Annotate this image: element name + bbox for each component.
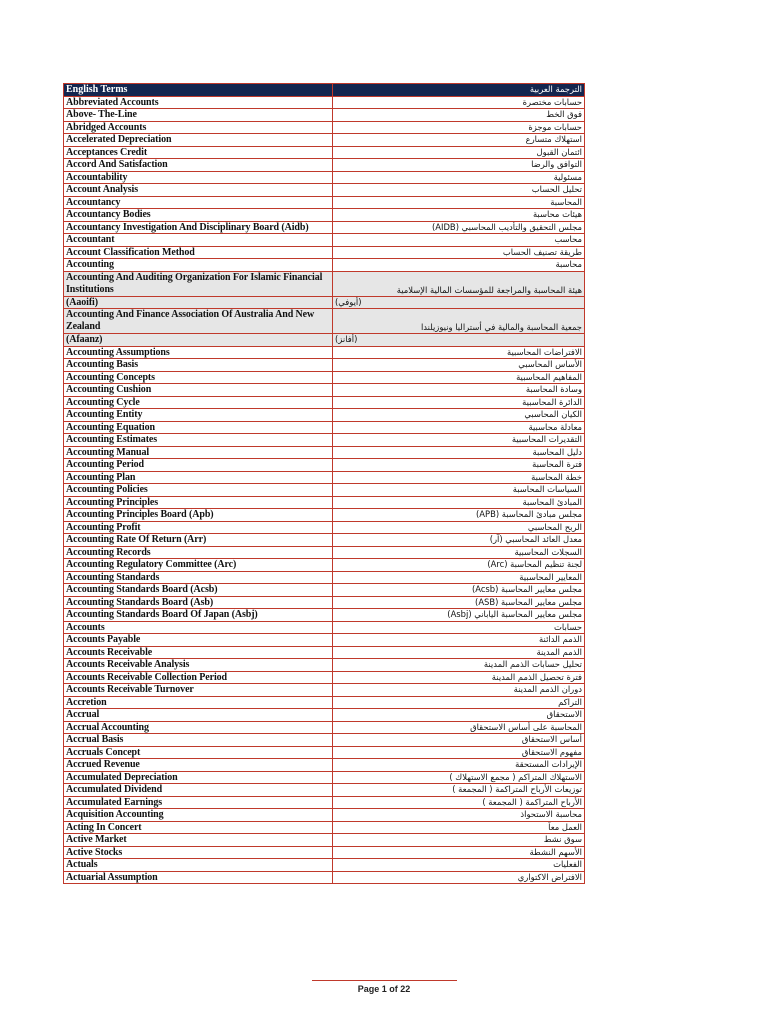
arabic-translation-cell: طريقة تصنيف الحساب — [333, 246, 585, 259]
table-row — [64, 146, 585, 159]
table-row — [64, 796, 585, 809]
arabic-translation-cell: مفهوم الاستحقاق — [333, 746, 585, 759]
arabic-translation-cell: المبادئ المحاسبة — [333, 496, 585, 509]
header-english-terms: English Terms — [64, 84, 333, 97]
english-term-cell: Acquisition Accounting — [64, 809, 333, 822]
table-row — [64, 859, 585, 872]
arabic-translation-cell: التراكم — [333, 696, 585, 709]
table-row — [64, 246, 585, 259]
table-row — [64, 671, 585, 684]
arabic-translation-cell: معدل العائد المحاسبي (آر) — [333, 534, 585, 547]
arabic-translation-cell: الاستحقاق — [333, 709, 585, 722]
table-row — [64, 184, 585, 197]
english-term-cell: Accounting Basis — [64, 359, 333, 372]
arabic-translation-cell: سوق نشط — [333, 834, 585, 847]
english-term-cell: Accountancy Investigation And Disciplinary Board (Aidb) — [64, 221, 333, 234]
arabic-translation-cell: المحاسبة — [333, 196, 585, 209]
table-row — [64, 771, 585, 784]
arabic-translation-cell: الدائرة المحاسبية — [333, 396, 585, 409]
arabic-translation-cell: المعايير المحاسبية — [333, 571, 585, 584]
table-row — [64, 221, 585, 234]
english-term-cell: Accumulated Depreciation — [64, 771, 333, 784]
english-term-cell: Accounting Principles — [64, 496, 333, 509]
english-term-cell: Accounting Standards — [64, 571, 333, 584]
english-term-cell: Accounting Profit — [64, 521, 333, 534]
english-term-cell: Accounting Records — [64, 546, 333, 559]
english-term-cell: Account Classification Method — [64, 246, 333, 259]
english-term-cell: Active Market — [64, 834, 333, 847]
arabic-translation-cell: الفعليات — [333, 859, 585, 872]
table-row — [64, 459, 585, 472]
arabic-translation-cell: الأسهم النشطة — [333, 846, 585, 859]
table-row — [64, 846, 585, 859]
english-term-cell: Account Analysis — [64, 184, 333, 197]
english-term-cell: Accounting Plan — [64, 471, 333, 484]
english-term-cell: Accounting Standards Board (Asb) — [64, 596, 333, 609]
arabic-translation-cell: السجلات المحاسبية — [333, 546, 585, 559]
arabic-translation-cell: الافتراضات المحاسبية — [333, 346, 585, 359]
table-row — [64, 509, 585, 522]
table-row — [64, 559, 585, 572]
arabic-translation-cell: مسئولية — [333, 171, 585, 184]
english-term-cell: Accumulated Earnings — [64, 796, 333, 809]
arabic-translation-cell: أساس الاستحقاق — [333, 734, 585, 747]
arabic-translation-cell: لجنة تنظيم المحاسبة (Arc) — [333, 559, 585, 572]
arabic-translation-cell: مجلس معايير المحاسبة (ASB) — [333, 596, 585, 609]
table-row — [64, 809, 585, 822]
arabic-translation-cell: مجلس التحقيق والتأديب المحاسبي (AIDB) — [333, 221, 585, 234]
english-term-cell: Accounting — [64, 259, 333, 272]
arabic-translation-cell: الافتراض الاكتواري — [333, 871, 585, 884]
arabic-translation-cell: فترة المحاسبة — [333, 459, 585, 472]
arabic-translation-cell: الكيان المحاسبي — [333, 409, 585, 422]
arabic-translation-cell: محاسبة — [333, 259, 585, 272]
table-row — [64, 521, 585, 534]
english-term-cell: Active Stocks — [64, 846, 333, 859]
english-term-cell: Acting In Concert — [64, 821, 333, 834]
english-term-cell: Accounts Receivable Analysis — [64, 659, 333, 672]
table-row — [64, 659, 585, 672]
table-row — [64, 296, 585, 309]
arabic-translation-cell: حسابات — [333, 621, 585, 634]
english-term-cell: Accounting Concepts — [64, 371, 333, 384]
arabic-translation-cell: وسادة المحاسبة — [333, 384, 585, 397]
table-row — [64, 96, 585, 109]
arabic-translation-cell: الذمم الدائنة — [333, 634, 585, 647]
table-row — [64, 546, 585, 559]
arabic-translation-cell: فوق الخط — [333, 109, 585, 122]
table-row — [64, 334, 585, 347]
table-row — [64, 571, 585, 584]
english-term-cell: Abbreviated Accounts — [64, 96, 333, 109]
table-row — [64, 584, 585, 597]
table-row — [64, 446, 585, 459]
english-term-cell: Accrual — [64, 709, 333, 722]
arabic-translation-cell: السياسات المحاسبة — [333, 484, 585, 497]
english-term-cell: Accrued Revenue — [64, 759, 333, 772]
table-row — [64, 384, 585, 397]
english-term-cell: Accounting Assumptions — [64, 346, 333, 359]
table-row — [64, 646, 585, 659]
arabic-translation-cell: التقديرات المحاسبية — [333, 434, 585, 447]
english-term-cell: Accounting And Finance Association Of Australia And New Zealand — [64, 309, 333, 334]
english-term-cell: Accounting And Auditing Organization For Islamic Financial Institutions — [64, 271, 333, 296]
english-term-cell: (Afaanz) — [64, 334, 333, 347]
table-row — [64, 709, 585, 722]
english-term-cell: Accounting Period — [64, 459, 333, 472]
table-row — [64, 259, 585, 272]
table-row — [64, 121, 585, 134]
table-row — [64, 359, 585, 372]
english-term-cell: Accumulated Dividend — [64, 784, 333, 797]
arabic-translation-cell: الربح المحاسبي — [333, 521, 585, 534]
page-number-label: Page 1 of 22 — [357, 984, 411, 994]
arabic-translation-cell: التوافق والرضا — [333, 159, 585, 172]
english-term-cell: Accounting Manual — [64, 446, 333, 459]
arabic-translation-cell: هيئة المحاسبة والمراجعة للمؤسسات المالية الإسلامية — [333, 271, 585, 296]
table-row — [64, 696, 585, 709]
table-row — [64, 109, 585, 122]
table-row — [64, 196, 585, 209]
table-row — [64, 396, 585, 409]
table-row — [64, 134, 585, 147]
arabic-translation-cell: جمعية المحاسبة والمالية في أستراليا ونيوزيلندا — [333, 309, 585, 334]
english-term-cell: Above- The-Line — [64, 109, 333, 122]
table-row — [64, 434, 585, 447]
arabic-translation-cell: توزيعات الأرباح المتراكمة ( المجمعة ) — [333, 784, 585, 797]
english-term-cell: Accounting Cushion — [64, 384, 333, 397]
table-row — [64, 309, 585, 334]
table-row — [64, 209, 585, 222]
arabic-translation-cell: الأساس المحاسبي — [333, 359, 585, 372]
english-term-cell: Actuarial Assumption — [64, 871, 333, 884]
table-row — [64, 471, 585, 484]
arabic-translation-cell: خطة المحاسبة — [333, 471, 585, 484]
table-row — [64, 496, 585, 509]
arabic-translation-cell: المحاسبة على أساس الاستحقاق — [333, 721, 585, 734]
english-term-cell: (Aaoifi) — [64, 296, 333, 309]
english-term-cell: Accounting Policies — [64, 484, 333, 497]
arabic-translation-cell: مجلس مبادئ المحاسبة (APB) — [333, 509, 585, 522]
table-row — [64, 821, 585, 834]
english-term-cell: Accretion — [64, 696, 333, 709]
table-row — [64, 534, 585, 547]
english-term-cell: Accounting Principles Board (Apb) — [64, 509, 333, 522]
english-term-cell: Accounts — [64, 621, 333, 634]
arabic-translation-cell: تحليل الحساب — [333, 184, 585, 197]
english-term-cell: Accounts Receivable Collection Period — [64, 671, 333, 684]
english-term-cell: Acceptances Credit — [64, 146, 333, 159]
table-row — [64, 171, 585, 184]
english-term-cell: Accord And Satisfaction — [64, 159, 333, 172]
arabic-translation-cell: حسابات موجزة — [333, 121, 585, 134]
english-term-cell: Accrual Accounting — [64, 721, 333, 734]
glossary-body — [64, 96, 585, 884]
table-row — [64, 871, 585, 884]
arabic-translation-cell: مجلس معايير المحاسبة الياباني (Asbj) — [333, 609, 585, 622]
footer-rule — [312, 980, 457, 981]
arabic-translation-cell: فترة تحصيل الذمم المدينة — [333, 671, 585, 684]
arabic-translation-cell: محاسبة الاستحواذ — [333, 809, 585, 822]
english-term-cell: Accounts Receivable — [64, 646, 333, 659]
english-term-cell: Accounting Standards Board Of Japan (Asbj) — [64, 609, 333, 622]
arabic-translation-cell: استهلاك متسارع — [333, 134, 585, 147]
table-header-row — [64, 84, 585, 97]
arabic-translation-cell: (أفانز) — [333, 334, 585, 347]
english-term-cell: Accounting Regulatory Committee (Arc) — [64, 559, 333, 572]
english-term-cell: Accruals Concept — [64, 746, 333, 759]
table-row — [64, 834, 585, 847]
english-term-cell: Accounting Cycle — [64, 396, 333, 409]
english-term-cell: Accrual Basis — [64, 734, 333, 747]
english-term-cell: Accountant — [64, 234, 333, 247]
table-row — [64, 234, 585, 247]
english-term-cell: Accounting Equation — [64, 421, 333, 434]
english-term-cell: Abridged Accounts — [64, 121, 333, 134]
table-row — [64, 409, 585, 422]
arabic-translation-cell: ائتمان القبول — [333, 146, 585, 159]
english-term-cell: Accounting Standards Board (Acsb) — [64, 584, 333, 597]
table-row — [64, 159, 585, 172]
table-row — [64, 421, 585, 434]
table-row — [64, 609, 585, 622]
arabic-translation-cell: تحليل حسابات الذمم المدينة — [333, 659, 585, 672]
english-term-cell: Accounts Payable — [64, 634, 333, 647]
arabic-translation-cell: الأرباح المتراكمة ( المجمعة ) — [333, 796, 585, 809]
english-term-cell: Accountancy Bodies — [64, 209, 333, 222]
arabic-translation-cell: المفاهيم المحاسبية — [333, 371, 585, 384]
english-term-cell: Accountancy — [64, 196, 333, 209]
table-row — [64, 271, 585, 296]
english-term-cell: Accountability — [64, 171, 333, 184]
table-row — [64, 784, 585, 797]
arabic-translation-cell: مجلس معايير المحاسبة (Acsb) — [333, 584, 585, 597]
table-row — [64, 634, 585, 647]
arabic-translation-cell: دليل المحاسبة — [333, 446, 585, 459]
table-row — [64, 346, 585, 359]
table-row — [64, 371, 585, 384]
arabic-translation-cell: هيئات محاسبة — [333, 209, 585, 222]
table-row — [64, 746, 585, 759]
table-row — [64, 596, 585, 609]
table-row — [64, 734, 585, 747]
english-term-cell: Accounting Rate Of Return (Arr) — [64, 534, 333, 547]
arabic-translation-cell: محاسب — [333, 234, 585, 247]
header-arabic-translation: الترجمة العربية — [333, 84, 585, 97]
english-term-cell: Accounting Entity — [64, 409, 333, 422]
english-term-cell: Actuals — [64, 859, 333, 872]
english-term-cell: Accounting Estimates — [64, 434, 333, 447]
table-row — [64, 721, 585, 734]
arabic-translation-cell: الاستهلاك المتراكم ( مجمع الاستهلاك ) — [333, 771, 585, 784]
table-row — [64, 484, 585, 497]
arabic-translation-cell: الذمم المدينة — [333, 646, 585, 659]
table-row — [64, 759, 585, 772]
table-row — [64, 684, 585, 697]
english-term-cell: Accounts Receivable Turnover — [64, 684, 333, 697]
glossary-table — [63, 83, 585, 884]
arabic-translation-cell: دوران الذمم المدينة — [333, 684, 585, 697]
english-term-cell: Accelerated Depreciation — [64, 134, 333, 147]
arabic-translation-cell: العمل معاً — [333, 821, 585, 834]
arabic-translation-cell: الإيرادات المستحقة — [333, 759, 585, 772]
arabic-translation-cell: معادلة محاسبية — [333, 421, 585, 434]
table-row — [64, 621, 585, 634]
arabic-translation-cell: حسابات مختصرة — [333, 96, 585, 109]
arabic-translation-cell: (أيوفي) — [333, 296, 585, 309]
